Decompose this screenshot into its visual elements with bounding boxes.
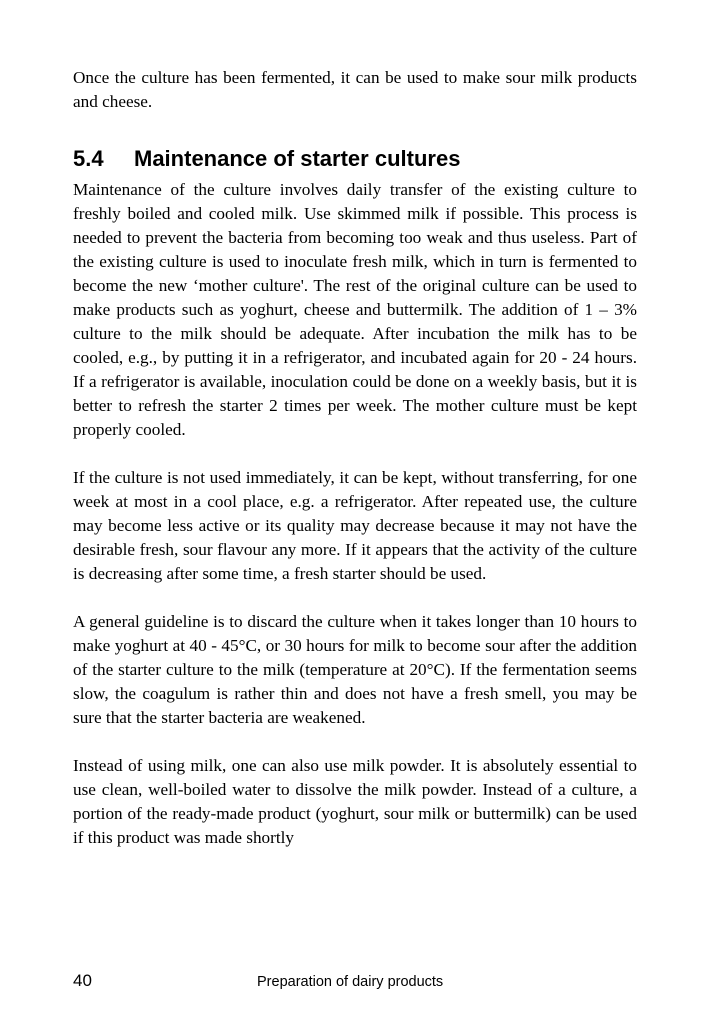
paragraph-milk-powder: Instead of using milk, one can also use milk powder. It is absolutely essential to use clean, well-boiled water to dissolve the milk powder. Instead of a culture, a portion of the ready-made product (yoghurt, sour milk or buttermilk) can be used if this product was made shortly [73,756,637,847]
section-title: Maintenance of starter cultures [134,146,461,171]
paragraph-storage: If the culture is not used immediately, it can be kept, without transferring, for one week at most in a cool place, e.g. a refrigerator. After repeated use, the culture may become less active or its quality may decrease because it may not have the desirable fresh, sour flavour any more. If it appears that the activity of the culture is decreasing after some time, a fresh starter should be used. [73,468,637,583]
paragraph-guideline: A general guideline is to discard the culture when it takes longer than 10 hours to make yoghurt at 40 - 45°C, or 30 hours for milk to become sour after the addition of the starter culture to the milk (temperature at 20°C). If the fermentation seems slow, the coagulum is rather thin and does not have a fresh smell, you may be sure that the starter bacteria are weakened. [73,612,637,727]
running-footer-title: Preparation of dairy products [257,974,444,990]
section-number: 5.4 [73,146,104,171]
paragraph-maintenance: Maintenance of the culture involves daily transfer of the existing culture to freshly boiled and cooled milk. Use skimmed milk if possible. This process is needed to prevent the bacteria from becoming too weak and thus useless. Part of the existing culture is used to inoculate fresh milk, which in turn is fermented to become the new ‘mother culture'. The rest of the original culture can be used to make products such as yoghurt, cheese and buttermilk. The addition of 1 – 3% culture to the milk should be adequate. After incubation the milk has to be cooled, e.g., by putting it in a refrigerator, and incubated again for 20 - 24 hours. If a refrigerator is available, inoculation could be done on a weekly basis, but it is better to refresh the starter 2 times per week. The mother culture must be kept properly cooled. [73,180,637,439]
section-heading [73,144,637,174]
page-footer [73,971,637,995]
intro-paragraph: Once the culture has been fermented, it can be used to make sour milk products and cheese. [73,68,637,111]
page-number: 40 [73,971,92,990]
page-body [73,66,637,850]
